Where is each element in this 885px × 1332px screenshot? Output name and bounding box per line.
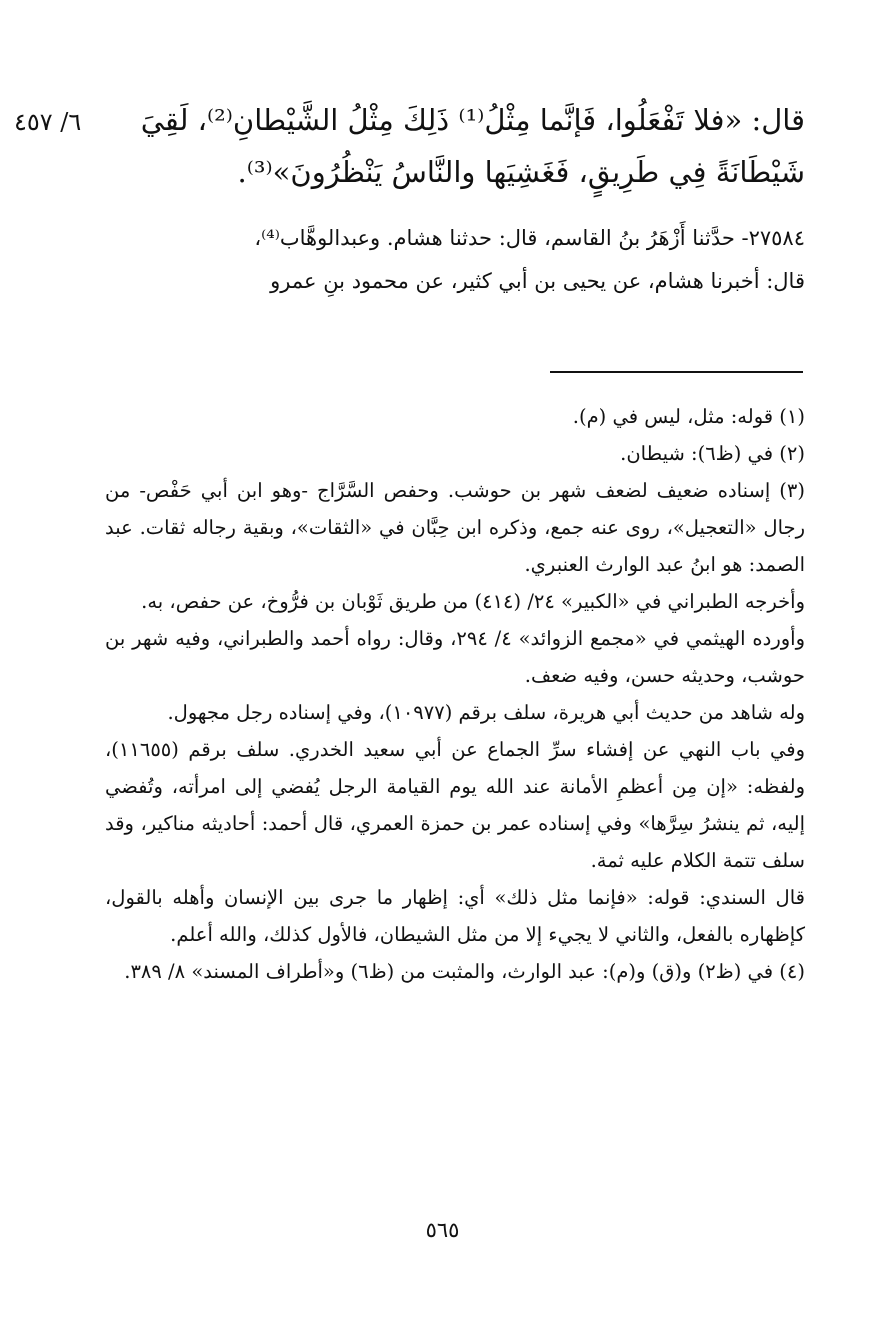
hadith-chain-line-1: ٢٧٥٨٤- حدَّثنا أَزْهَرُ بنُ القاسم، قال: حدثنا هشام. وعبدالوهَّاب⁽⁴⁾، [254, 226, 805, 250]
footnote-divider [550, 371, 803, 373]
page-number: ٥٦٥ [425, 1218, 460, 1242]
volume-page-reference: ٦/ ٤٥٧ [14, 108, 82, 136]
footnotes-block [105, 398, 805, 990]
footnote-3-para-6: قال السندي: قوله: «فإنما مثل ذلك» أي: إظهار ما جرى بين الإنسان وأهله بالقول، كإظهاره بالفعل، والثاني لا يجيء إلا من مثل الشيطان، فالأول كذلك، والله أعلم. [105, 886, 805, 946]
footnote-3-para-4: وله شاهد من حديث أبي هريرة، سلف برقم (١٠٩٧٧)، وفي إسناده رجل مجهول. [167, 701, 805, 724]
footnote-2: (٢) في (ظ٦): شيطان. [620, 442, 805, 465]
hadith-chain-line-2: قال: أخبرنا هشام، عن يحيى بن أبي كثير، عن محمود بنِ عمرو [270, 269, 805, 293]
footnote-3-para-2: وأخرجه الطبراني في «الكبير» ٢٤/ (٤١٤) من طريق ثَوْبان بن فرُّوخ، عن حفص، به. [141, 590, 805, 613]
footnote-3: (٣) إسناده ضعيف لضعف شهر بن حوشب. وحفص السَّرَّاج -وهو ابن أبي حَفْص- من رجال «التعجيل»، روى عنه جمع، وذكره ابن حِبَّان في «الثقات»، وبقية رجاله ثقات. عبد الصمد: هو ابنُ عبد الوارث العنبري. [105, 479, 805, 576]
footnote-3-para-5: وفي باب النهي عن إفشاء سرِّ الجماع عن أبي سعيد الخدري. سلف برقم (١١٦٥٥)، ولفظه: «إن مِن أعظمِ الأمانة عند الله يوم القيامة الرجل يُفضي إلى امرأته، وتُفضي إليه، ثم ينشرُ سِرَّها» وفي إسناده عمر بن حمزة العمري، قال أحمد: أحاديثه مناكير، وقد سلف تتمة الكلام عليه ثمة. [105, 738, 805, 872]
footnote-1: (١) قوله: مثل، ليس في (م). [572, 405, 805, 428]
main-text-line-1: قال: «فلا تَفْعَلُوا، فَإنَّما مِثْلُ⁽¹⁾ ذَلِكَ مِثْلُ الشَّيْطانِ⁽²⁾، لَقِيَ [140, 103, 805, 137]
footnote-4: (٤) في (ظ٢) و(ق) و(م): عبد الوارث، والمثبت من (ظ٦) و«أطراف المسند» ٨/ ٣٨٩. [124, 960, 805, 983]
footnote-3-para-3: وأورده الهيثمي في «مجمع الزوائد» ٤/ ٢٩٤، وقال: رواه أحمد والطبراني، وفيه شهر بن حوشب، وحديثه حسن، وفيه ضعف. [105, 627, 805, 687]
main-text-line-2: شَيْطَانَةً فِي طَرِيقٍ، فَغَشِيَها والنَّاسُ يَنْظُرُونَ»⁽³⁾. [237, 155, 805, 189]
